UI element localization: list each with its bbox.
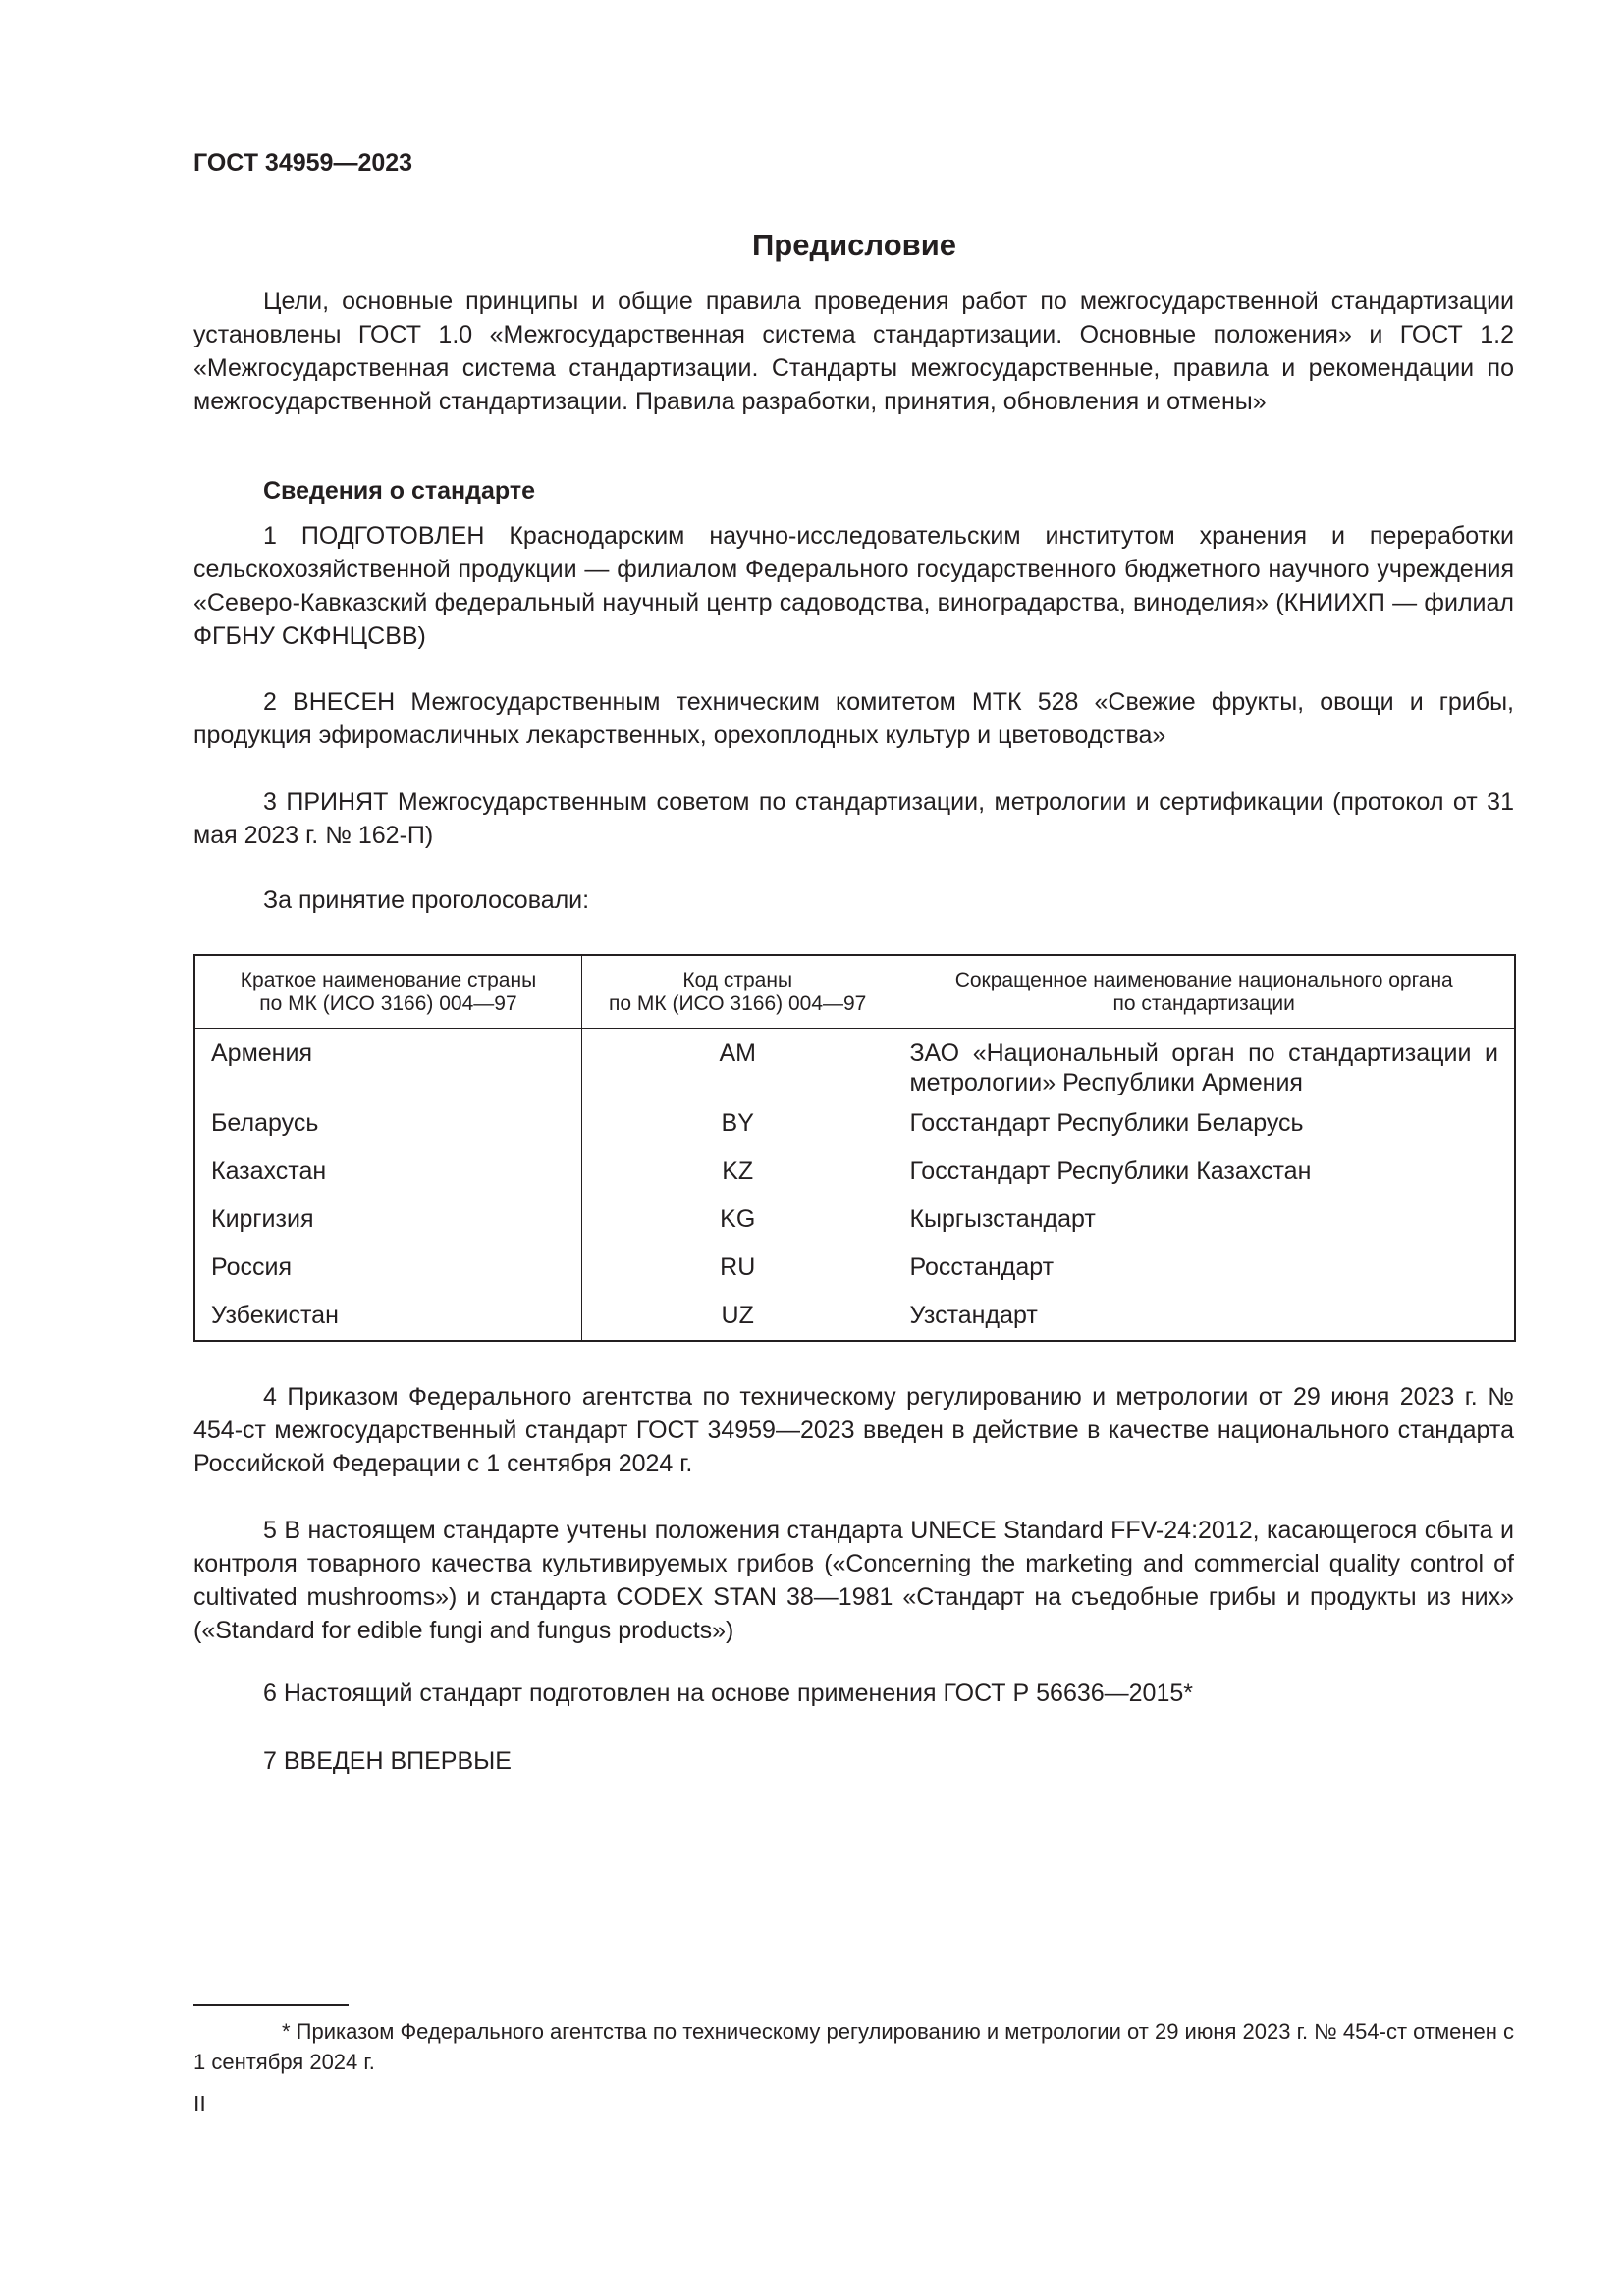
- item-7-paragraph: 7 ВВЕДЕН ВПЕРВЫЕ: [263, 1747, 512, 1775]
- header-code-line-2: по МК (ИСО 3166) 004—97: [609, 992, 867, 1015]
- code-cell: RU: [581, 1242, 893, 1290]
- footnote: * Приказом Федерального агентства по техническому регулированию и метрологии от 29 июня 2023 г. № 454-ст отменен с 1 сентября 2024 г.: [193, 2019, 1514, 2074]
- table-header-row: [194, 955, 1515, 1029]
- item-4-paragraph: 4 Приказом Федерального агентства по техническому регулированию и метрологии от 29 июня 2023 г. № 454-ст межгосударственный стандарт ГОСТ 34959—2023 введен в действие в качестве национального стандарта Российской Федерации с 1 сентября 2024 г.: [193, 1383, 1514, 1477]
- code-cell: KG: [581, 1194, 893, 1242]
- body-cell: Кыргызстандарт: [893, 1194, 1515, 1242]
- body-cell: Росстандарт: [893, 1242, 1515, 1290]
- document-header: ГОСТ 34959—2023: [193, 149, 413, 177]
- item-5-paragraph: 5 В настоящем стандарте учтены положения стандарта UNECE Standard FFV-24:2012, касающегося сбыта и контроля товарного качества культивируемых грибов («Concerning the marketing and commercial quality control of cultivated mushrooms») и стандарта CODEX STAN 38—1981 «Стандарт на съедобные грибы и продукты из них» («Standard for edible fungi and fungus products»): [193, 1517, 1514, 1644]
- table-row: [194, 1097, 1515, 1146]
- item-2-paragraph: 2 ВНЕСЕН Межгосударственным техническим комитетом МТК 528 «Свежие фрукты, овощи и грибы, продукция эфиромасличных лекарственных, орехоплодных культур и цветоводства»: [193, 688, 1514, 749]
- header-country: [194, 955, 581, 1029]
- country-cell: Казахстан: [194, 1146, 581, 1194]
- country-cell: Узбекистан: [194, 1290, 581, 1341]
- table-row: [194, 1029, 1515, 1098]
- intro-paragraph: Цели, основные принципы и общие правила проведения работ по межгосударственной стандартизации установлены ГОСТ 1.0 «Межгосударственная система стандартизации. Основные положения» и ГОСТ 1.2 «Межгосударственная система стандартизации. Стандарты межгосударственные, правила и рекомендации по межгосударственной стандартизации. Правила разработки, принятия, обновления и отмены»: [193, 288, 1514, 415]
- item-3-paragraph: 3 ПРИНЯТ Межгосударственным советом по стандартизации, метрологии и сертификации (протокол от 31 мая 2023 г. № 162-П): [193, 788, 1514, 849]
- vote-intro: За принятие проголосовали:: [263, 886, 590, 914]
- body-cell: Узстандарт: [893, 1290, 1515, 1341]
- code-cell: BY: [581, 1097, 893, 1146]
- code-cell: KZ: [581, 1146, 893, 1194]
- footnote-divider: [193, 2004, 349, 2006]
- header-country-line-1: Краткое наименование страны: [240, 969, 537, 991]
- item-1-paragraph: 1 ПОДГОТОВЛЕН Краснодарским научно-исследовательским институтом хранения и переработки сельскохозяйственной продукции — филиалом Федерального государственного бюджетного научного учреждения «Северо-Кавказский федеральный научный центр садоводства, виноградарства, виноделия» (КНИИХП — филиал ФГБНУ СКФНЦСВВ): [193, 522, 1514, 650]
- header-body-line-1: Сокращенное наименование национального органа: [954, 969, 1453, 991]
- country-cell: Киргизия: [194, 1194, 581, 1242]
- code-cell: AM: [581, 1029, 893, 1098]
- header-body-line-2: по стандартизации: [1112, 992, 1295, 1015]
- page-number: II: [193, 2091, 206, 2116]
- country-cell: Армения: [194, 1029, 581, 1098]
- header-code: [581, 955, 893, 1029]
- country-cell: Беларусь: [194, 1097, 581, 1146]
- header-code-line-1: Код страны: [682, 969, 793, 991]
- code-cell: UZ: [581, 1290, 893, 1341]
- header-body: [893, 955, 1515, 1029]
- table-row: [194, 1242, 1515, 1290]
- country-cell: Россия: [194, 1242, 581, 1290]
- body-cell: Госстандарт Республики Беларусь: [893, 1097, 1515, 1146]
- header-country-line-2: по МК (ИСО 3166) 004—97: [259, 992, 517, 1015]
- body-cell: ЗАО «Национальный орган по стандартизации и метрологии» Республики Армения: [893, 1029, 1515, 1098]
- page-title: Предисловие: [751, 228, 956, 262]
- table-row: [194, 1146, 1515, 1194]
- table-row: [194, 1290, 1515, 1341]
- item-6-paragraph: 6 Настоящий стандарт подготовлен на основе применения ГОСТ Р 56636—2015*: [263, 1680, 1193, 1707]
- voting-table: [193, 954, 1516, 1342]
- table-row: [194, 1194, 1515, 1242]
- body-cell: Госстандарт Республики Казахстан: [893, 1146, 1515, 1194]
- section-heading: Сведения о стандарте: [263, 477, 536, 505]
